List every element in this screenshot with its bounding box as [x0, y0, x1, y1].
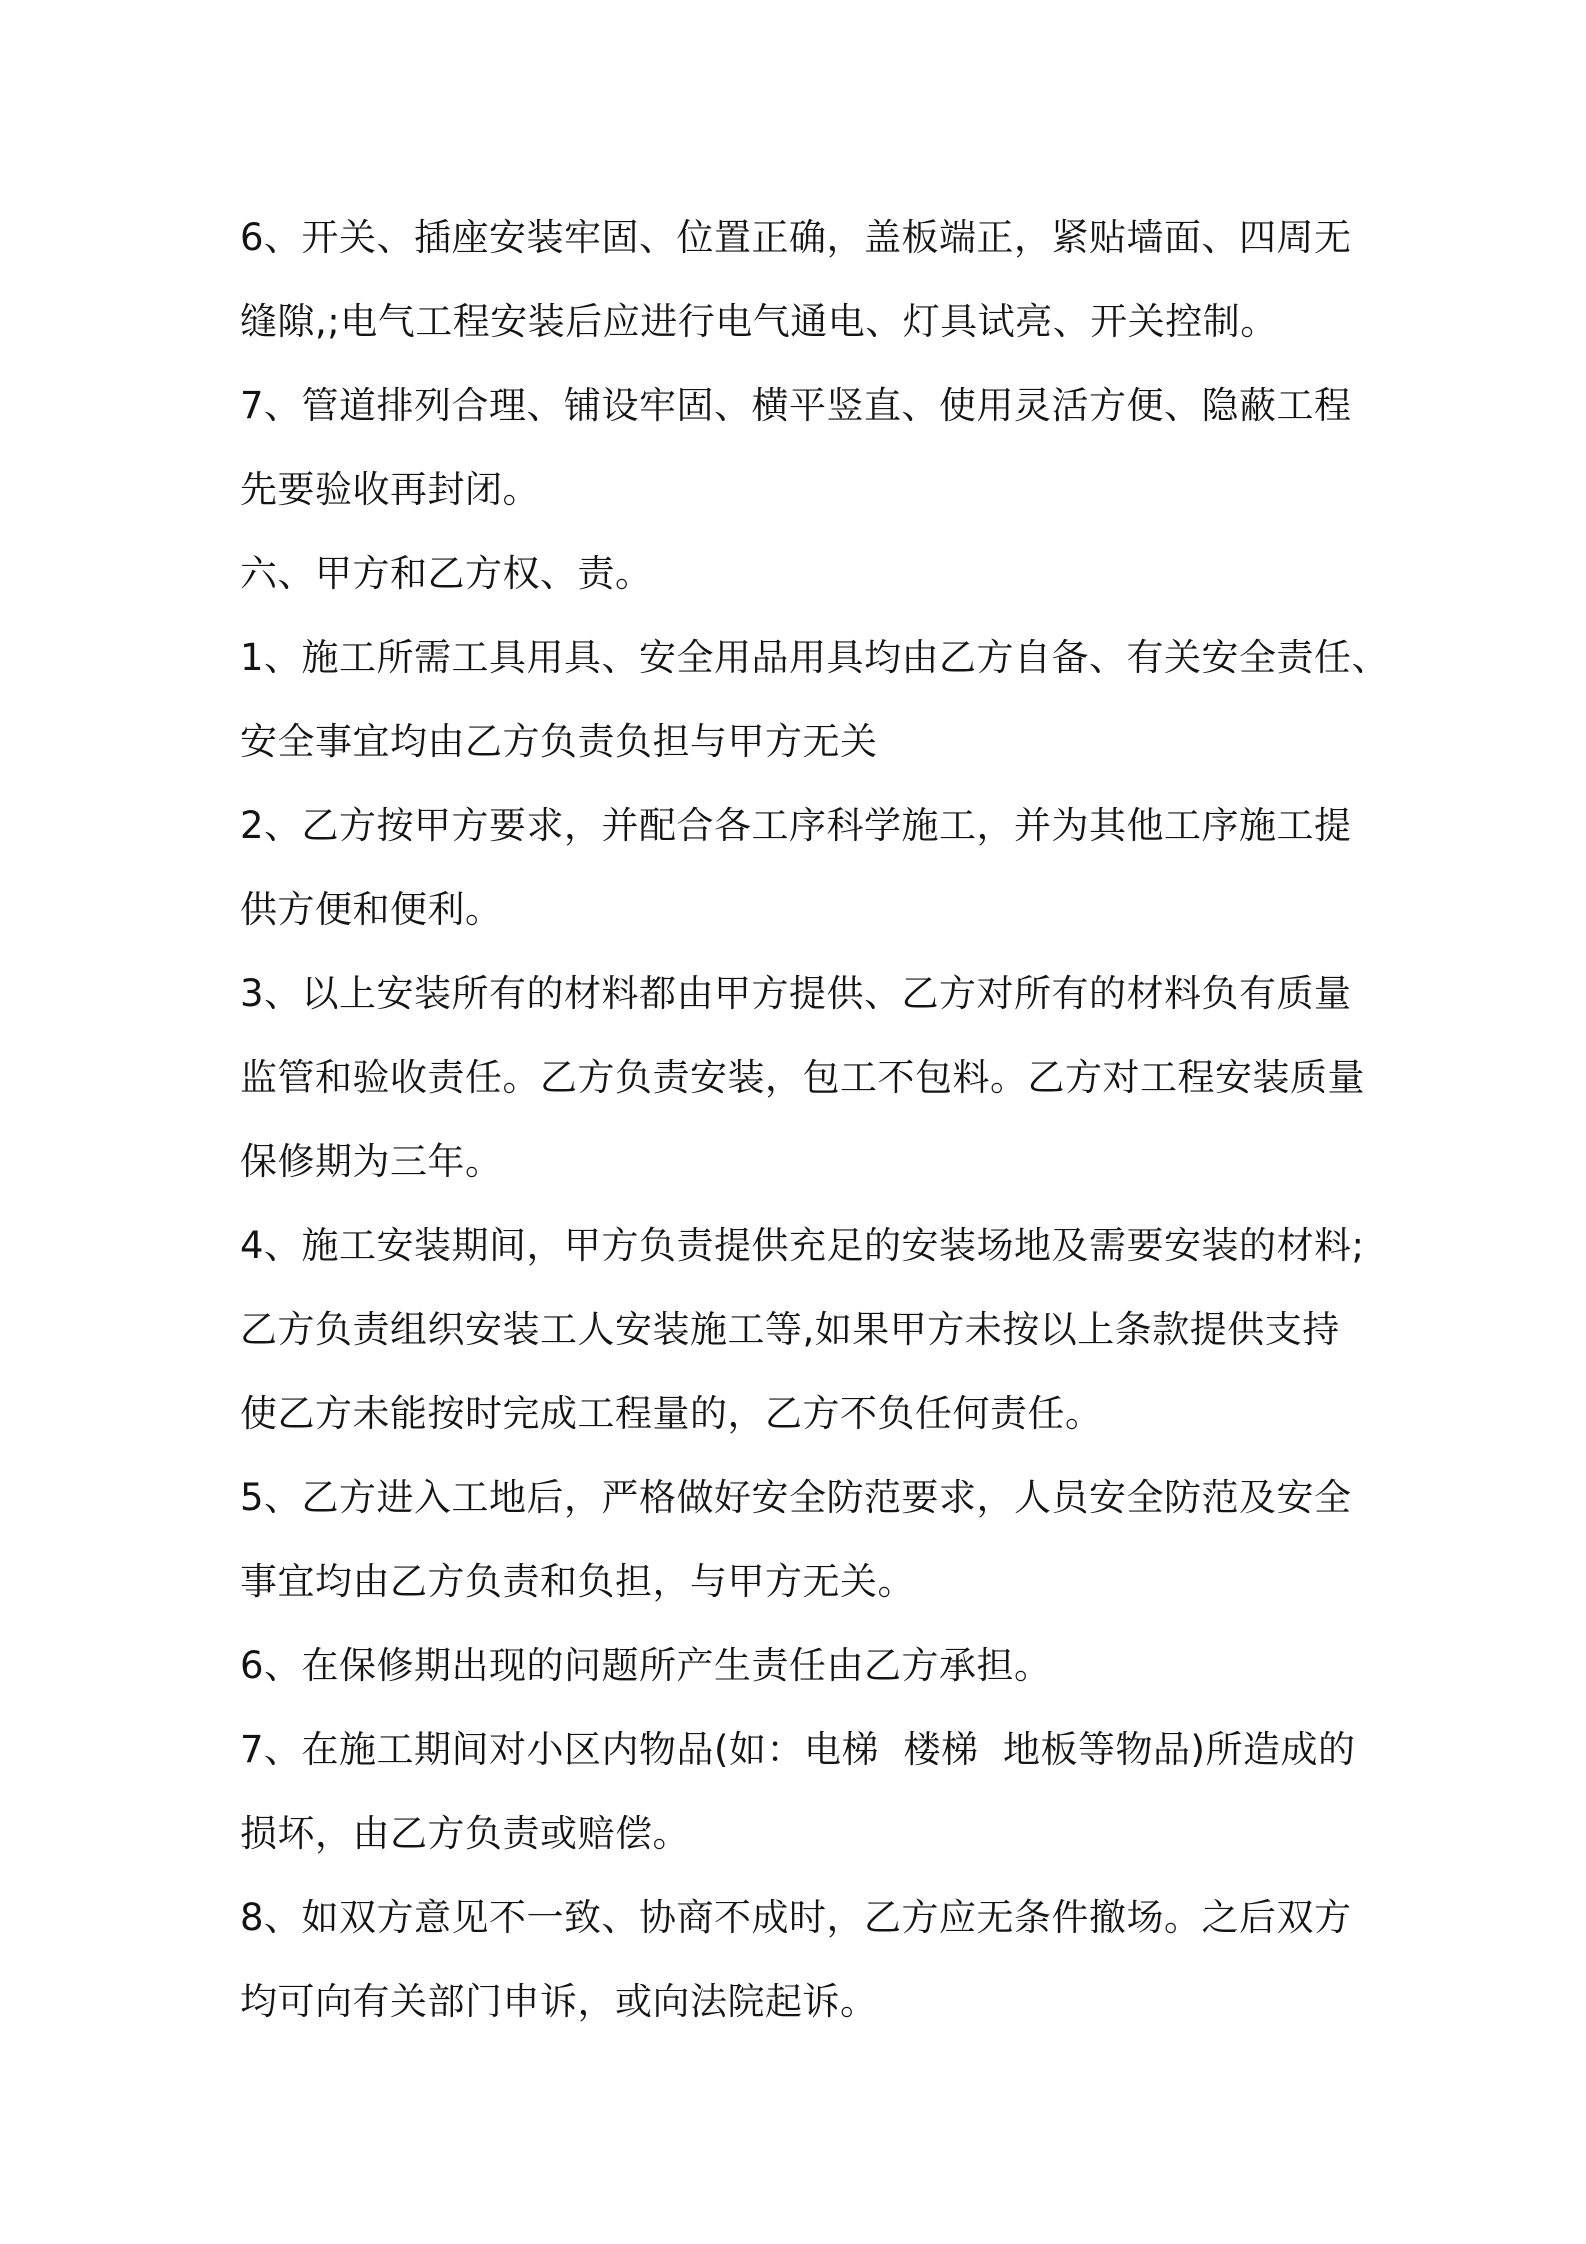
text-line: 安全事宜均由乙方负责负担与甲方无关 — [240, 720, 878, 763]
text-line: 先要验收再封闭。 — [240, 468, 540, 511]
text-line: 均可向有关部门申诉，或向法院起诉。 — [240, 1980, 878, 2023]
text-line: 2、乙方按甲方要求，并配合各工序科学施工，并为其他工序施工提 — [240, 804, 1352, 847]
text-line: 4、施工安装期间，甲方负责提供充足的安装场地及需要安装的材料; — [240, 1224, 1365, 1267]
text-line: 乙方负责组织安装工人安装施工等,如果甲方未按以上条款提供支持 — [240, 1308, 1340, 1351]
text-line: 事宜均由乙方负责和负担，与甲方无关。 — [240, 1560, 915, 1603]
text-line: 供方便和便利。 — [240, 888, 503, 931]
text-line: 缝隙,;电气工程安装后应进行电气通电、灯具试亮、开关控制。 — [240, 300, 1278, 343]
text-line: 5、乙方进入工地后，严格做好安全防范要求，人员安全防范及安全 — [240, 1476, 1352, 1519]
text-line: 损坏，由乙方负责或赔偿。 — [240, 1812, 690, 1855]
text-line: 保修期为三年。 — [240, 1140, 503, 1183]
section-heading: 六、甲方和乙方权、责。 — [240, 552, 653, 595]
text-line: 3、以上安装所有的材料都由甲方提供、乙方对所有的材料负有质量 — [240, 972, 1352, 1015]
text-line: 6、开关、插座安装牢固、位置正确，盖板端正，紧贴墙面、四周无 — [240, 216, 1352, 259]
text-line: 监管和验收责任。乙方负责安装，包工不包料。乙方对工程安装质量 — [240, 1056, 1365, 1099]
text-line: 7、管道排列合理、铺设牢固、横平竖直、使用灵活方便、隐蔽工程 — [240, 384, 1352, 427]
text-line: 1、施工所需工具用具、安全用品用具均由乙方自备、有关安全责任、 — [240, 636, 1390, 679]
text-line: 6、在保修期出现的问题所产生责任由乙方承担。 — [240, 1644, 1052, 1687]
document-body — [240, 196, 1390, 2044]
text-line: 7、在施工期间对小区内物品(如：电梯 楼梯 地板等物品)所造成的 — [240, 1728, 1356, 1771]
text-line: 使乙方未能按时完成工程量的，乙方不负任何责任。 — [240, 1392, 1103, 1435]
text-line: 8、如双方意见不一致、协商不成时，乙方应无条件撤场。之后双方 — [240, 1896, 1352, 1939]
